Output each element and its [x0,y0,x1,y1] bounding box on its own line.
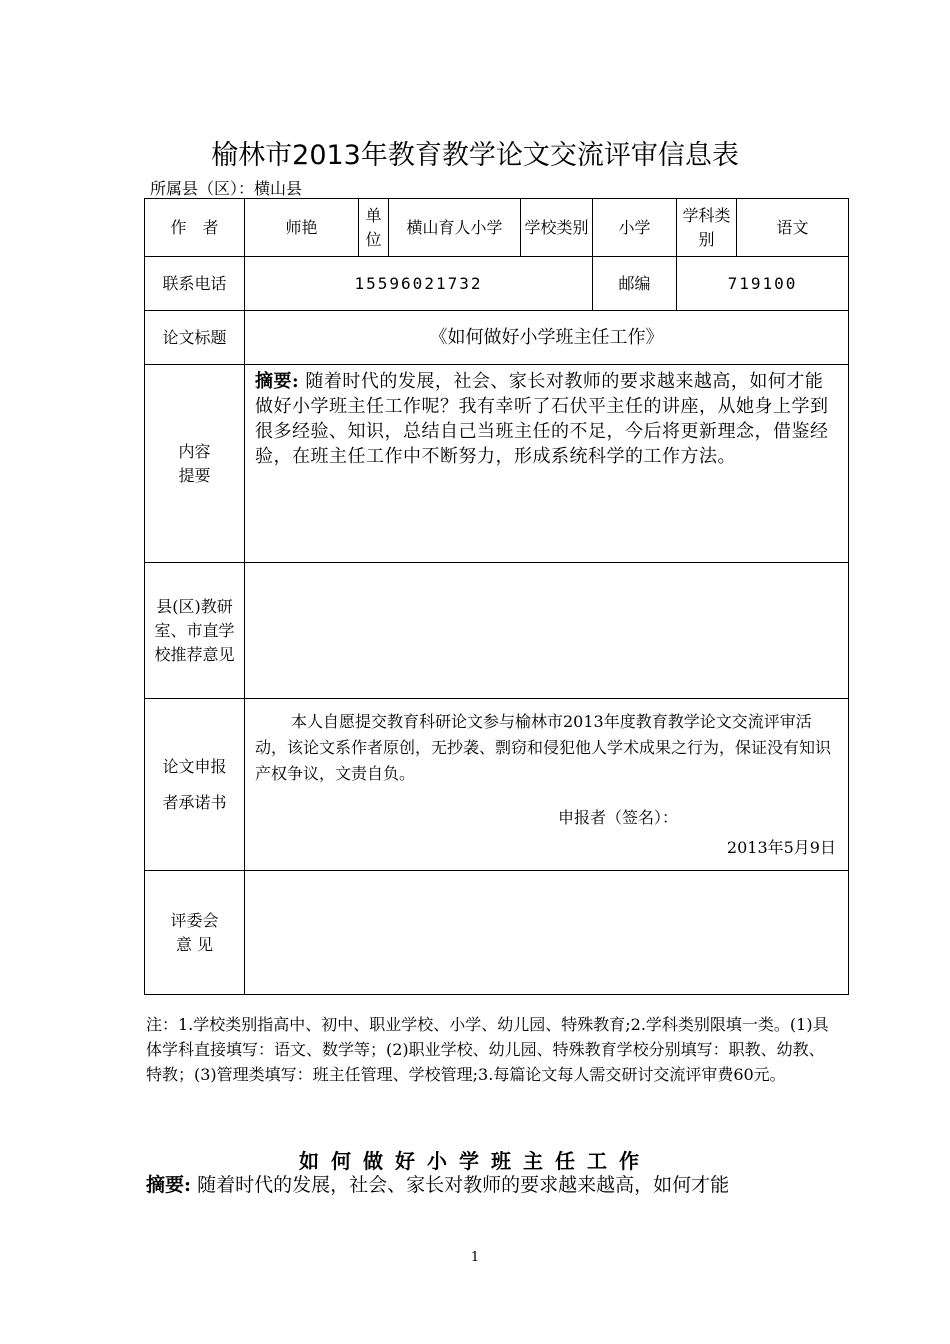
info-table [144,198,849,995]
table-row [145,311,849,365]
summary-label-line: 提要 [178,465,211,485]
footnote: 注：1.学校类别指高中、初中、职业学校、小学、幼儿园、特殊教育;2.学科类别限填一类。(1)具体学科直接填写：语文、数学等；(2)职业学校、幼儿园、特殊教育学校分别填写：职教、幼教、特教；(3)管理类填写：班主任管理、学校管理;3.每篇论文每人需交研讨交流评审费60元。 [146,1015,829,1084]
paper-heading: 如何做好小学班主任工作 [299,1149,651,1173]
summary-label-line: 内容 [178,441,211,461]
subject-type-label: 学科类别 [677,199,737,257]
signer-label: 申报者（签名）： [557,808,678,827]
paper-body [146,1172,846,1198]
table-row [145,563,849,699]
school-type-value: 小学 [593,199,677,257]
committee-label-line: 评委会 [170,910,219,930]
table-row [145,257,849,311]
pledge-label-line: 者承诺书 [162,792,227,812]
recommend-label: 县(区)教研室、市直学校推荐意见 [145,563,245,699]
table-row [145,871,849,995]
author-label: 作 者 [145,199,245,257]
postcode-label: 邮编 [593,257,677,311]
body-text: 随着时代的发展，社会、家长对教师的要求越来越高，如何才能 [197,1174,730,1196]
committee-label [145,871,245,995]
summary-text: 随着时代的发展，社会、家长对教师的要求越来越高，如何才能做好小学班主任工作呢？我有幸听了石伏平主任的讲座，从她身上学到很多经验、知识，总结自己当班主任的不足，今后将更新理念，借鉴经验，在班主任工作中不断努力，形成系统科学的工作方法。 [255,371,829,467]
pledge-text: 本人自愿提交教育科研论文参与榆林市2013年度教育教学论文交流评审活动，该论文系作者原创，无抄袭、剽窃和侵犯他人学术成果之行为，保证没有知识产权争议，文责自负。 [255,712,832,783]
table-row [145,365,849,563]
table-row [145,699,849,871]
summary-label [145,365,245,563]
county-line: 所属县（区）：横山县 [150,179,303,198]
summary-prefix: 摘要: [255,371,300,392]
table-row [145,199,849,257]
committee-label-line: 意 见 [175,934,214,954]
committee-cell [245,871,849,995]
summary-cell [245,365,849,563]
subject-type-value: 语文 [737,199,849,257]
pledge-date: 2013年5月9日 [726,838,836,857]
body-prefix: 摘要: [146,1174,192,1196]
phone-value: 15596021732 [245,257,593,311]
author-value: 师艳 [245,199,359,257]
pledge-label [145,699,245,871]
postcode-value: 719100 [677,257,849,311]
phone-label: 联系电话 [145,257,245,311]
recommend-cell [245,563,849,699]
document-title: 榆林市2013年教育教学论文交流评审信息表 [211,140,739,171]
pledge-label-line: 论文申报 [162,756,227,776]
page-number: 1 [470,1250,480,1265]
unit-value: 横山育人小学 [389,199,521,257]
unit-label: 单位 [359,199,389,257]
pledge-cell [245,699,849,871]
paper-title-label: 论文标题 [145,311,245,365]
school-type-label: 学校类别 [521,199,593,257]
paper-title-value: 《如何做好小学班主任工作》 [245,311,849,365]
